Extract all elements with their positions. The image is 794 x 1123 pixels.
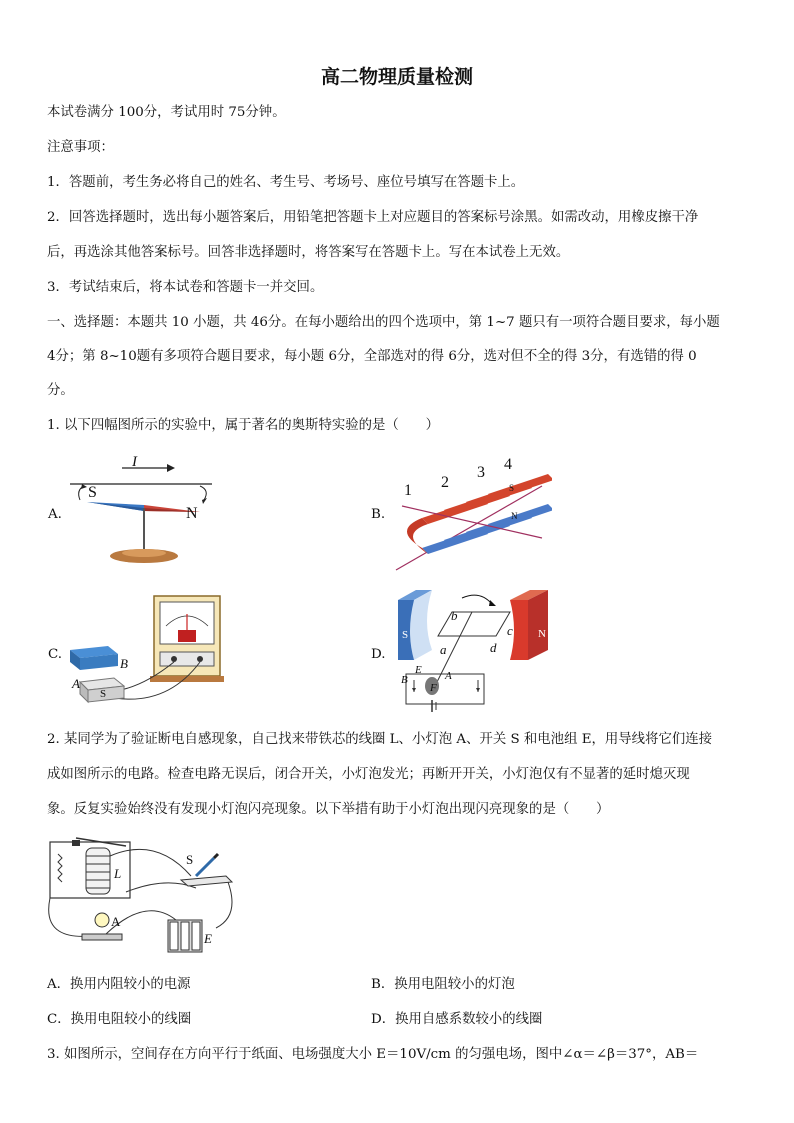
q1-option-a: A.	[48, 507, 62, 522]
section1-line2: 4分；第 8~10题有多项符合题目要求，每小题 6分，全部选对的得 6分，选对但不全的得 3分，有选错的得 0	[47, 349, 697, 364]
q1-option-c: C.	[48, 647, 63, 662]
q1-figure-c	[64, 592, 234, 714]
magnet-n-pole: N	[538, 628, 546, 640]
q1-stem: 1. 以下四幅图所示的实验中，属于著名的奥斯特实验的是（ ）	[47, 418, 439, 433]
q2-option-c: C．换用电阻较小的线圈	[47, 1012, 192, 1027]
coil-b-label: B	[120, 656, 128, 671]
q2-option-a: A．换用内阻较小的电源	[47, 977, 191, 992]
magnet-s-label: S	[100, 688, 107, 700]
battery-label: E	[204, 931, 212, 946]
terminal-b-label: B	[401, 674, 408, 686]
south-label: S	[88, 484, 97, 501]
q1-figure-d	[392, 588, 552, 718]
magnet-4-label: 4	[504, 456, 512, 473]
page-title: 高二物理质量检测	[320, 66, 473, 88]
magnet-3-label: 3	[477, 464, 485, 481]
north-label: N	[186, 505, 198, 522]
section1-line3: 分。	[47, 383, 74, 398]
q2-stem-line1: 2. 某同学为了验证断电自感现象，自己找来带铁芯的线圈 L、小灯泡 A、开关 S 和电池组 E，用导线将它们连接	[47, 732, 713, 747]
q1-figure-b	[392, 458, 552, 573]
q2-stem-line3: 象。反复实验始终没有发现小灯泡闪亮现象。以下举措有助于小灯泡出现闪亮现象的是（ ）	[47, 802, 610, 817]
coil-corner-d: d	[490, 640, 497, 655]
magnet-s-pole: S	[402, 629, 409, 641]
switch-label: S	[186, 852, 194, 867]
q3-stem-line1: 3. 如图所示，空间存在方向平行于纸面、电场强度大小 E＝10V/cm 的匀强电场，图中∠α＝∠β＝37°，AB＝	[47, 1047, 699, 1062]
notice-3: 3．考试结束后，将本试卷和答题卡一并交回。	[47, 280, 324, 295]
q2-option-d: D．换用自感系数较小的线圈	[371, 1012, 543, 1027]
notice-2b: 后，再选涂其他答案标号。回答非选择题时，将答案写在答题卡上。写在本试卷上无效。	[47, 245, 570, 260]
pole-s-label: S	[509, 483, 515, 493]
brush-f-label: F	[430, 682, 437, 694]
pole-n-label: N	[511, 511, 518, 521]
q1-option-b: B.	[371, 507, 386, 522]
current-label: I	[132, 454, 137, 470]
brush-e-label: E	[415, 664, 422, 676]
terminal-a-label: A	[445, 670, 452, 682]
q1-option-d: D.	[371, 647, 386, 662]
magnet-2-label: 2	[441, 474, 449, 491]
q1-figure-a	[62, 450, 222, 570]
notice-2a: 2．回答选择题时，选出每小题答案后，用铅笔把答题卡上对应题目的答案标号涂黑。如需改动，用橡皮擦干净	[47, 210, 699, 225]
q2-circuit-figure	[46, 836, 242, 956]
q2-option-b: B．换用电阻较小的灯泡	[371, 977, 515, 992]
bulb-label: A	[111, 914, 121, 929]
notice-1: 1．答题前，考生务必将自己的姓名、考生号、考场号、座位号填写在答题卡上。	[47, 175, 525, 190]
section1-line1: 一、选择题：本题共 10 小题，共 46分。在每小题给出的四个选项中，第 1~7 题只有一项符合题目要求，每小题	[47, 315, 720, 330]
coil-a-label: A	[72, 676, 80, 691]
coil-corner-a: a	[440, 642, 447, 657]
magnet-1-label: 1	[404, 482, 412, 499]
notice-title: 注意事项：	[47, 140, 114, 155]
coil-corner-b: b	[451, 608, 458, 623]
coil-label: L	[114, 866, 122, 881]
coil-corner-c: c	[507, 623, 513, 638]
exam-info: 本试卷满分 100分，考试用时 75分钟。	[47, 105, 286, 120]
q2-stem-line2: 成如图所示的电路。检查电路无误后，闭合开关，小灯泡发光；再断开开关，小灯泡仅有不显著的延时熄灭现	[47, 767, 690, 782]
